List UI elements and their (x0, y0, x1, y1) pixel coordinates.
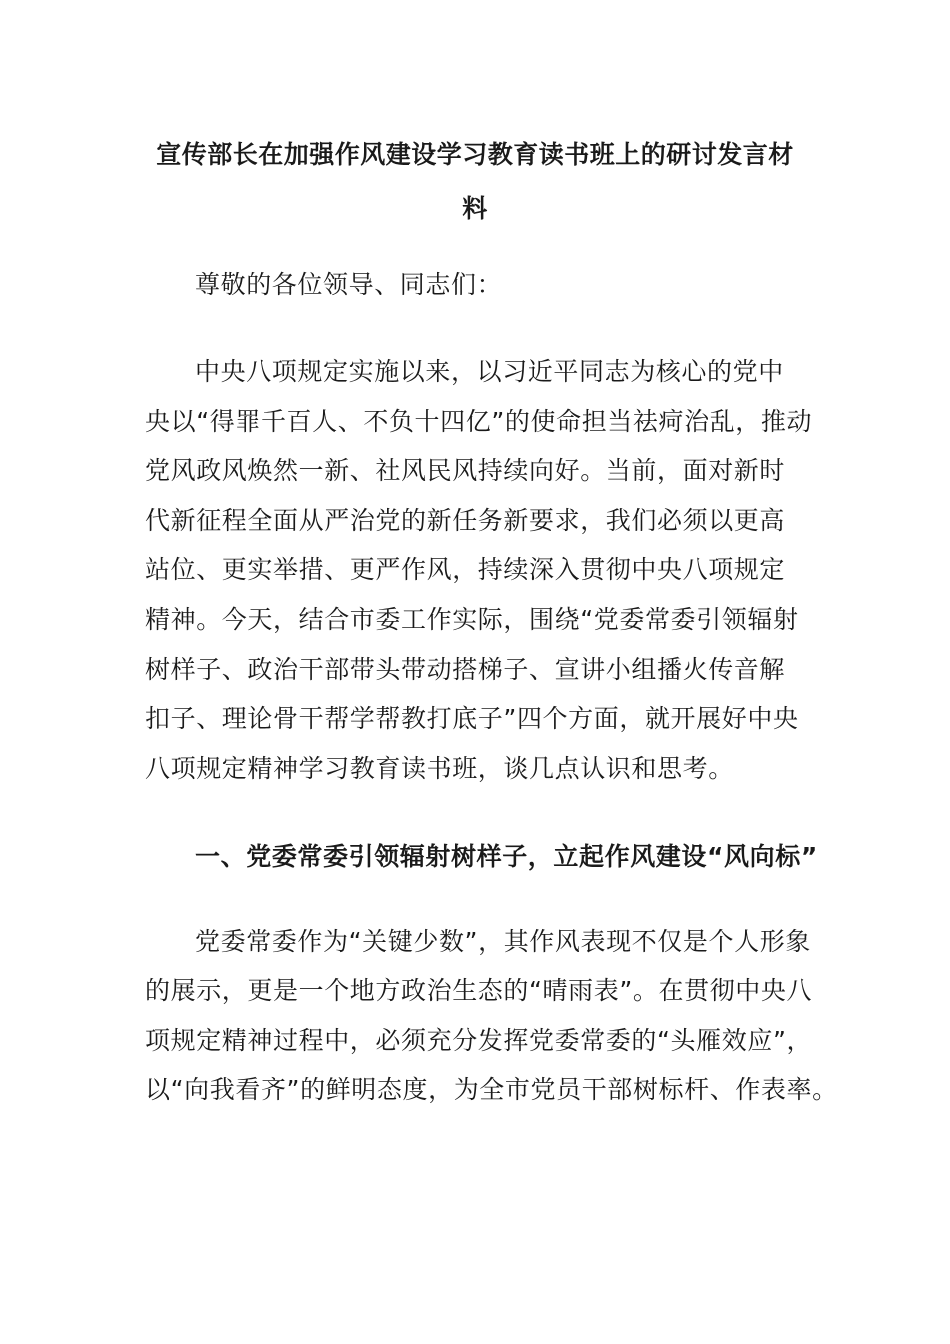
paragraph-line: 以“向我看齐”的鲜明态度，为全市党员干部树标杆、作表率。 (145, 1075, 838, 1104)
paragraph-line: 项规定精神过程中，必须充分发挥党委常委的“头雁效应”， (145, 1026, 813, 1055)
title-line-2: 料 (462, 194, 488, 223)
paragraph-line: 中央八项规定实施以来，以习近平同志为核心的党中 (195, 357, 784, 386)
paragraph-line: 树样子、政治干部带头带动搭梯子、宣讲小组播火传音解 (145, 655, 786, 684)
document-title (145, 128, 805, 236)
paragraph-line: 党风政风焕然一新、社风民风持续向好。当前，面对新时 (145, 456, 786, 485)
paragraph-line: 的展示，更是一个地方政治生态的“晴雨表”。在贯彻中央八 (145, 976, 813, 1005)
paragraph-line: 党委常委作为“关键少数”，其作风表现不仅是个人形象 (195, 927, 811, 956)
salutation: 尊敬的各位领导、同志们： (195, 270, 503, 299)
paragraph-line: 站位、更实举措、更严作风，持续深入贯彻中央八项规定 (145, 555, 786, 584)
paragraph-line: 代新征程全面从严治党的新任务新要求，我们必须以更高 (145, 506, 786, 535)
title-line-1: 宣传部长在加强作风建设学习教育读书班上的研讨发言材 (156, 140, 794, 169)
section-heading-1: 一、党委常委引领辐射树样子，立起作风建设“风向标” (195, 842, 818, 871)
paragraph-line: 精神。今天，结合市委工作实际，围绕“党委常委引领辐射 (145, 605, 799, 634)
paragraph-line: 扣子、理论骨干帮学帮教打底子”四个方面，就开展好中央 (145, 704, 799, 733)
paragraph-line: 央以“得罪千百人、不负十四亿”的使命担当祛疴治乱，推动 (145, 407, 813, 436)
paragraph-line: 八项规定精神学习教育读书班，谈几点认识和思考。 (145, 754, 734, 783)
